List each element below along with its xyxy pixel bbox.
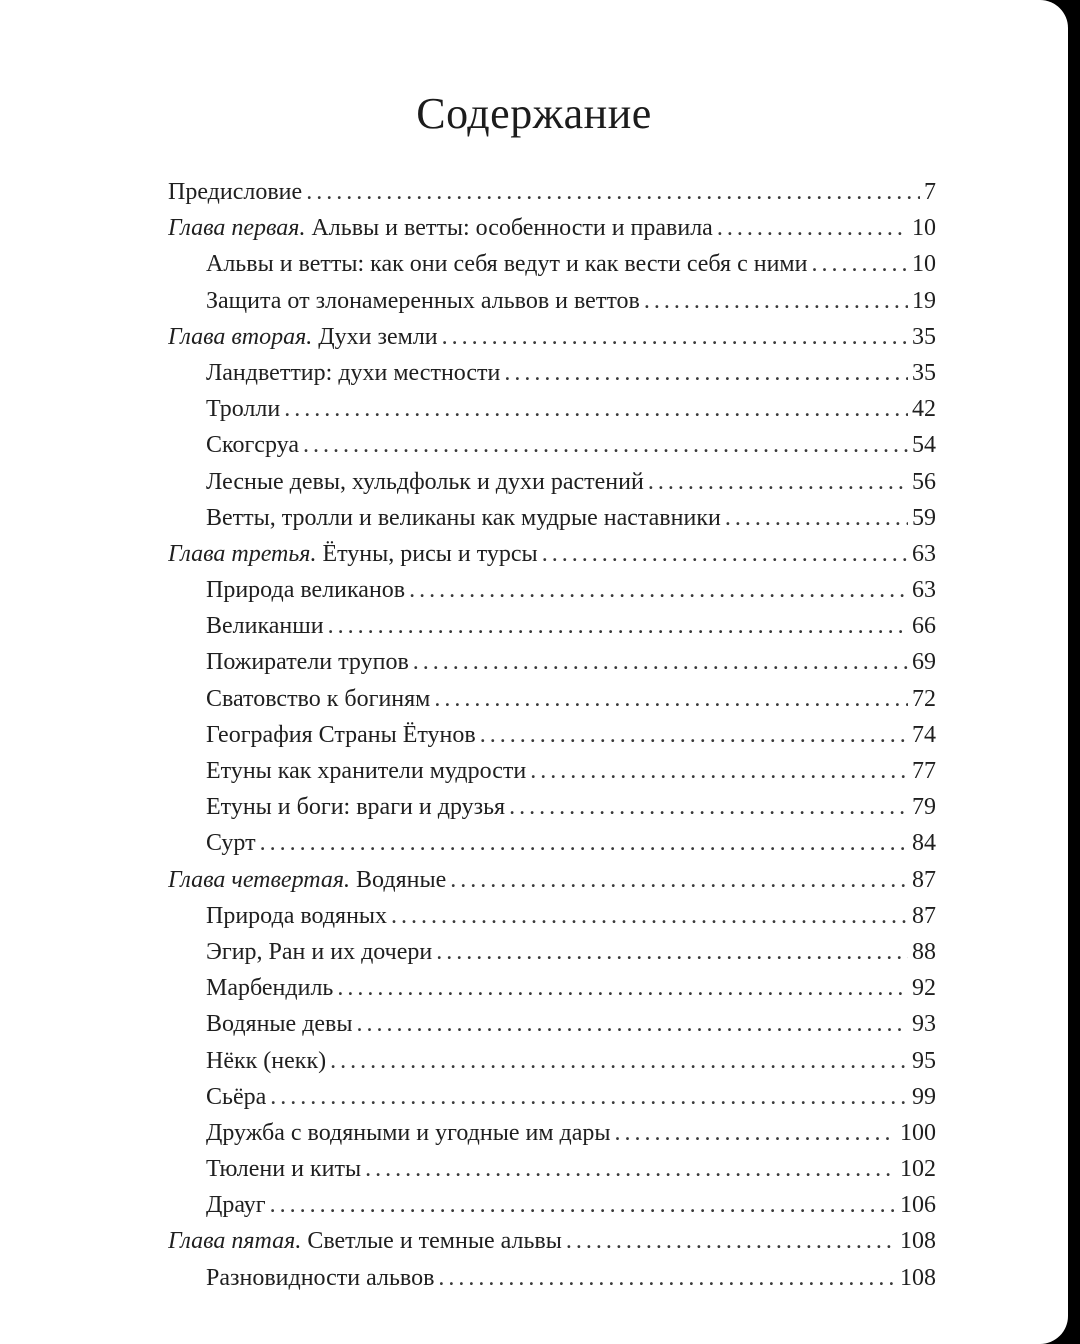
page-number: 63	[912, 540, 936, 567]
page-number: 92	[912, 975, 936, 1002]
page-number: 35	[912, 323, 936, 350]
page-number: 72	[912, 685, 936, 712]
dot-leader	[413, 644, 908, 680]
page-number: 100	[900, 1119, 936, 1146]
page-number: 87	[912, 902, 936, 929]
page-title: Содержание	[416, 89, 652, 138]
dot-leader	[450, 862, 908, 898]
page-number: 74	[912, 721, 936, 748]
toc-entry-title	[206, 246, 807, 282]
toc-entry-text: Природа водяных	[206, 902, 388, 929]
toc-entry	[168, 717, 936, 753]
chapter-label: Глава первая.	[168, 215, 306, 242]
dot-leader	[644, 283, 908, 319]
toc-entry	[168, 753, 936, 789]
toc-entry	[168, 1115, 936, 1151]
toc-entry-text: Тролли	[206, 396, 281, 423]
page-number: 87	[912, 866, 936, 893]
toc-entry-text: Драуг	[206, 1192, 266, 1219]
toc-entry	[168, 174, 936, 210]
dot-leader	[357, 1006, 908, 1042]
toc-entry-title	[206, 789, 505, 825]
toc-entry-text: Сватовство к богиням	[206, 685, 431, 712]
dot-leader	[260, 825, 908, 861]
toc-entry	[168, 427, 936, 463]
toc-entry-text: Тюлени и киты	[206, 1156, 362, 1183]
dot-leader	[717, 210, 908, 246]
chapter-label: Глава вторая.	[168, 323, 313, 350]
chapter-label: Глава четвертая.	[168, 866, 351, 893]
toc-entry	[168, 934, 936, 970]
toc-entry-text: Альвы и ветты: особенности и правила	[305, 215, 713, 242]
toc-entry-text: География Страны Ётунов	[206, 721, 476, 748]
dot-leader	[436, 934, 908, 970]
toc-entry	[168, 862, 936, 898]
dot-leader	[337, 970, 908, 1006]
toc-entry-title	[206, 608, 324, 644]
page-number: 69	[912, 649, 936, 676]
chapter-label: Глава пятая.	[168, 1228, 302, 1255]
page-number: 42	[912, 396, 936, 423]
dot-leader	[270, 1079, 908, 1115]
toc-entry-title	[206, 934, 432, 970]
toc-entry	[168, 644, 936, 680]
dot-leader	[409, 572, 908, 608]
toc-entry-title	[206, 898, 387, 934]
toc-entry-text: Светлые и темные альвы	[301, 1228, 562, 1255]
page-number: 79	[912, 794, 936, 821]
toc-entry-text: Предисловие	[168, 179, 303, 205]
toc-entry-title	[206, 464, 644, 500]
toc-entry-text: Ветты, тролли и великаны как мудрые наставники	[206, 504, 721, 531]
toc-entry-text: Природа великанов	[206, 577, 406, 604]
toc-entry	[168, 1043, 936, 1079]
toc-entry-title	[206, 1006, 353, 1042]
dot-leader	[615, 1115, 897, 1151]
toc-entry-title	[206, 1187, 266, 1223]
toc-entry-text: Сьёра	[206, 1083, 267, 1110]
dot-leader	[648, 464, 908, 500]
toc-entry	[168, 355, 936, 391]
toc-entry	[168, 319, 936, 355]
toc-entry-title	[206, 427, 299, 463]
page-number: 10	[912, 215, 936, 242]
dot-leader	[530, 753, 908, 789]
page-number: 19	[912, 287, 936, 314]
page-number: 10	[912, 251, 936, 278]
toc-entry-title	[206, 1115, 611, 1151]
page-number: 35	[912, 359, 936, 386]
toc-entry-text: Марбендиль	[206, 975, 334, 1002]
toc-entry-title	[206, 572, 405, 608]
page-number: 106	[900, 1192, 936, 1219]
table-of-contents	[168, 174, 936, 1296]
page-number: 59	[912, 504, 936, 531]
toc-entry-text: Лесные девы, хульдфольк и духи растений	[206, 468, 644, 495]
toc-entry	[168, 1187, 936, 1223]
page-number: 88	[912, 938, 936, 965]
dot-leader	[442, 319, 908, 355]
dot-leader	[566, 1223, 896, 1259]
dot-leader	[434, 681, 908, 717]
dot-leader	[303, 427, 908, 463]
dot-leader	[330, 1043, 908, 1079]
toc-entry-text: Разновидности альвов	[206, 1264, 435, 1291]
toc-entry	[168, 1223, 936, 1259]
toc-entry-text: Эгир, Ран и их дочери	[206, 938, 433, 965]
toc-entry-title	[206, 753, 526, 789]
chapter-label: Глава третья.	[168, 540, 317, 567]
page-number: 84	[912, 830, 936, 857]
dot-leader	[480, 717, 908, 753]
toc-entry	[168, 1151, 936, 1187]
toc-entry	[168, 1079, 936, 1115]
toc-entry-text: Ландветтир: духи местности	[206, 359, 501, 386]
toc-entry-title	[168, 536, 538, 572]
page-number: 56	[912, 468, 936, 495]
page-number: 108	[900, 1264, 936, 1291]
toc-entry-title	[168, 210, 713, 246]
page-number: 66	[912, 613, 936, 640]
toc-entry-text: Етуны как хранители мудрости	[206, 758, 527, 784]
toc-entry-title	[206, 970, 333, 1006]
toc-entry-title	[168, 319, 438, 355]
toc-entry-text: Нёкк (некк)	[206, 1047, 327, 1074]
toc-entry-title	[168, 862, 446, 898]
toc-entry-text: Сурт	[206, 830, 256, 857]
toc-entry	[168, 898, 936, 934]
page-number: 108	[900, 1228, 936, 1255]
toc-entry	[168, 464, 936, 500]
toc-entry	[168, 608, 936, 644]
dot-leader	[391, 898, 908, 934]
toc-entry-text: Защита от злонамеренных альвов и веттов	[206, 287, 640, 314]
toc-entry-title	[206, 1260, 434, 1296]
toc-entry-title	[206, 1151, 361, 1187]
page-number: 102	[900, 1156, 936, 1183]
toc-entry-title	[206, 1043, 326, 1079]
toc-entry	[168, 572, 936, 608]
toc-entry-title	[206, 681, 430, 717]
toc-entry-title	[206, 717, 476, 753]
toc-entry-text: Водяные	[350, 866, 447, 893]
dot-leader	[509, 789, 908, 825]
dot-leader	[365, 1151, 896, 1187]
page-number: 77	[912, 758, 936, 784]
toc-entry-title	[206, 825, 256, 861]
toc-entry	[168, 246, 936, 282]
toc-entry	[168, 1260, 936, 1296]
dot-leader	[328, 608, 908, 644]
page-number: 99	[912, 1083, 936, 1110]
toc-entry	[168, 789, 936, 825]
toc-entry	[168, 1006, 936, 1042]
toc-entry-title	[206, 1079, 266, 1115]
dot-leader	[725, 500, 908, 536]
toc-entry	[168, 970, 936, 1006]
toc-entry-text: Дружба с водяными и угодные им дары	[206, 1119, 611, 1146]
toc-entry-text: Водяные девы	[206, 1011, 353, 1038]
dot-leader	[504, 355, 908, 391]
page-number: 95	[912, 1047, 936, 1074]
page-number: 54	[912, 432, 936, 459]
page-number: 63	[912, 577, 936, 604]
toc-entry-text: Скогсруа	[206, 432, 299, 459]
page-number: 7	[924, 179, 936, 205]
page-number: 93	[912, 1011, 936, 1038]
toc-entry	[168, 210, 936, 246]
toc-entry	[168, 825, 936, 861]
dot-leader	[438, 1260, 896, 1296]
toc-entry-text: Альвы и ветты: как они себя ведут и как вести себя с ними	[206, 251, 808, 278]
toc-entry-title	[206, 500, 721, 536]
toc-entry-title	[206, 391, 280, 427]
dot-leader	[270, 1187, 896, 1223]
toc-entry-title	[206, 283, 640, 319]
dot-leader	[284, 391, 908, 427]
toc-entry-title	[168, 174, 302, 210]
toc-entry-title	[168, 1223, 562, 1259]
toc-entry-text: Пожиратели трупов	[206, 649, 409, 676]
toc-entry	[168, 536, 936, 572]
dot-leader	[306, 174, 920, 210]
toc-entry-text: Духи земли	[312, 323, 438, 350]
toc-entry-text: Великанши	[206, 613, 324, 640]
toc-entry-title	[206, 644, 409, 680]
toc-entry	[168, 391, 936, 427]
dot-leader	[542, 536, 908, 572]
toc-entry	[168, 681, 936, 717]
toc-entry	[168, 283, 936, 319]
toc-entry-title	[206, 355, 500, 391]
toc-entry-text: Етуны и боги: враги и друзья	[206, 794, 506, 821]
dot-leader	[811, 246, 908, 282]
toc-entry-text: Ётуны, рисы и турсы	[316, 540, 538, 567]
toc-entry	[168, 500, 936, 536]
